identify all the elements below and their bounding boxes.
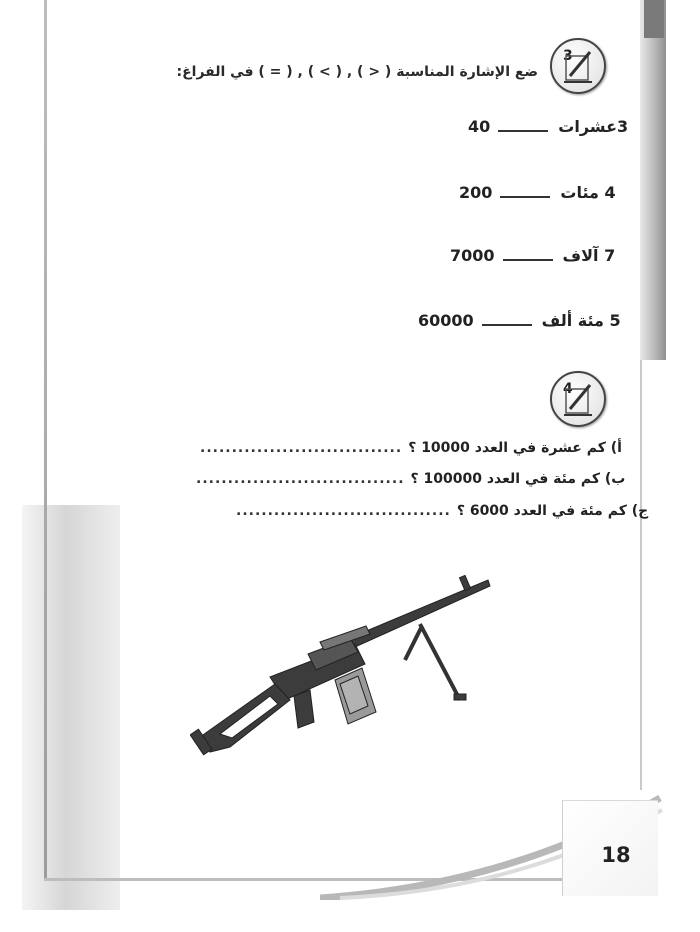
question-3-badge [550, 38, 606, 94]
answer-blank[interactable] [500, 188, 550, 198]
comparison-label: 4 مئات [560, 183, 616, 202]
question-item [236, 503, 648, 519]
question-4-badge [550, 371, 606, 427]
right-page-bar [640, 0, 666, 360]
question-4-number: 4 [563, 381, 573, 397]
comparison-row [450, 246, 615, 265]
comparison-label: 3عشرات [558, 117, 629, 136]
question-3-number: 3 [563, 48, 573, 64]
comparison-row [468, 117, 628, 136]
comparison-row [418, 311, 621, 330]
question-item [200, 440, 622, 456]
right-page-corner [644, 0, 664, 38]
right-page-edge [640, 360, 642, 790]
answer-blank[interactable] [498, 122, 548, 132]
pencil-icon [552, 373, 604, 425]
comparison-value: 60000 [418, 311, 474, 330]
comparison-value: 40 [468, 117, 491, 136]
comparison-value: 200 [459, 183, 493, 202]
question-text: ج) كم مئة في العدد 6000 ؟ [456, 503, 649, 519]
left-page-shadow [22, 505, 120, 910]
comparison-value: 7000 [450, 246, 495, 265]
question-item [196, 471, 625, 487]
answer-blank[interactable] [482, 316, 532, 326]
question-text: أ) كم عشرة في العدد 10000 ؟ [408, 440, 622, 456]
answer-dots[interactable]: ................................. [196, 471, 405, 487]
question-text: ب) كم مئة في العدد 100000 ؟ [410, 471, 626, 487]
machine-gun-icon [190, 572, 495, 757]
answer-blank[interactable] [503, 251, 553, 261]
comparison-label: 5 مئة ألف [541, 311, 621, 330]
answer-dots[interactable]: ................................ [200, 440, 403, 456]
answer-dots[interactable]: .................................. [236, 503, 451, 519]
comparison-label: 7 آلاف [562, 246, 616, 265]
question-3-instruction: ضع الإشارة المناسبة ( < ) , ( > ) , ( = ) في الفراغ: [176, 64, 538, 80]
left-page-edge [44, 0, 47, 880]
pencil-icon [552, 40, 604, 92]
comparison-row [459, 183, 616, 202]
page-number: 18 [601, 843, 631, 867]
